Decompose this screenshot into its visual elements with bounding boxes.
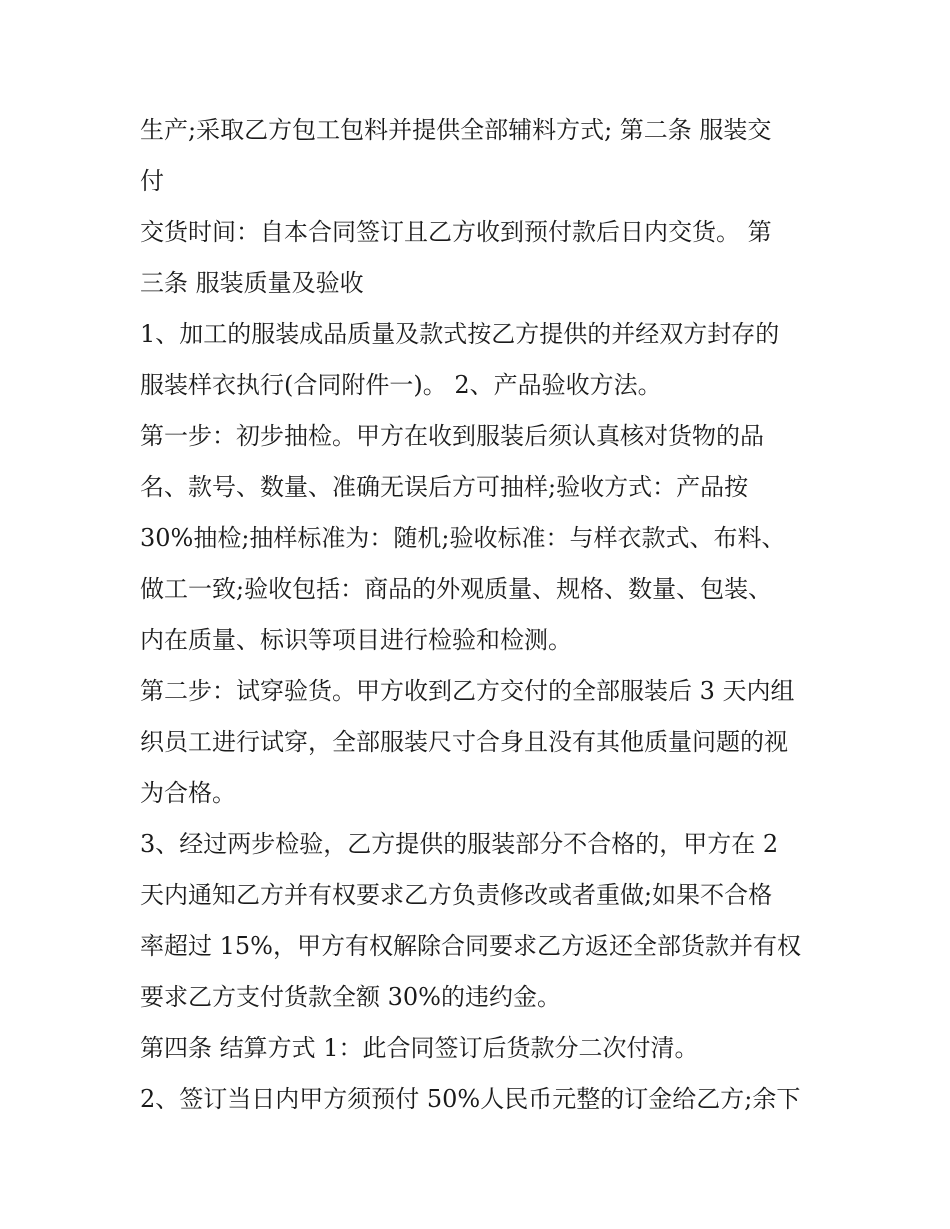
text-line: 内在质量、标识等项目进行检验和检测。 (140, 626, 572, 654)
document-body (140, 105, 820, 1125)
text-line: 三条 服装质量及验收 (140, 269, 364, 297)
text-line: 3、经过两步检验，乙方提供的服装部分不合格的，甲方在 2 (140, 830, 779, 858)
text-line: 服装样衣执行(合同附件一)。 2、产品验收方法。 (140, 371, 662, 399)
text-line: 生产;采取乙方包工包料并提供全部辅料方式; 第二条 服装交 (140, 116, 772, 144)
text-line: 2、签订当日内甲方须预付 50%人民币元整的订金给乙方;余下 (140, 1085, 801, 1113)
text-line: 第一步：初步抽检。甲方在收到服装后须认真核对货物的品 (140, 422, 764, 450)
text-line: 率超过 15%，甲方有权解除合同要求乙方返还全部货款并有权 (140, 932, 801, 960)
text-line: 交货时间：自本合同签订且乙方收到预付款后日内交货。 第 (140, 218, 772, 246)
text-line: 第四条 结算方式 1：此合同签订后货款分二次付清。 (140, 1034, 699, 1062)
text-line: 1、加工的服装成品质量及款式按乙方提供的并经双方封存的 (140, 320, 780, 348)
text-line: 为合格。 (140, 779, 236, 807)
text-line: 织员工进行试穿，全部服装尺寸合身且没有其他质量问题的视 (140, 728, 788, 756)
text-line: 要求乙方支付货款全额 30%的违约金。 (140, 983, 561, 1011)
text-line: 名、款号、数量、准确无误后方可抽样;验收方式：产品按 (140, 473, 749, 501)
text-line: 30%抽检;抽样标准为：随机;验收标准：与样衣款式、布料、 (140, 524, 786, 552)
text-line: 第二步：试穿验货。甲方收到乙方交付的全部服装后 3 天内组 (140, 677, 795, 705)
text-line: 做工一致;验收包括：商品的外观质量、规格、数量、包装、 (140, 575, 773, 603)
text-line: 付 (140, 167, 164, 195)
text-line: 天内通知乙方并有权要求乙方负责修改或者重做;如果不合格 (140, 881, 773, 909)
